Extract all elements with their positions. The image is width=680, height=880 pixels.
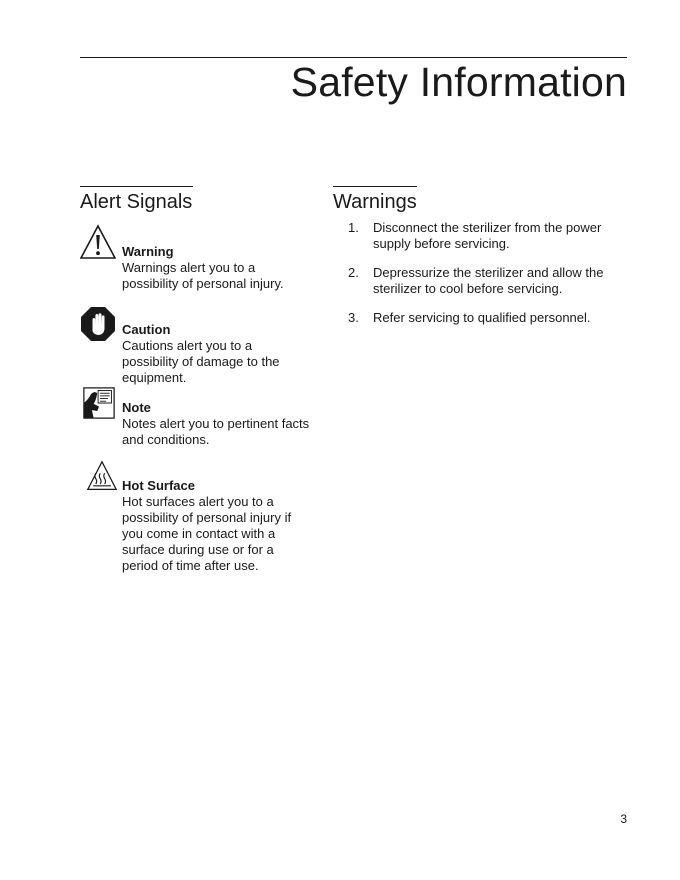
warning-triangle-icon <box>80 224 116 260</box>
caution-hand-icon <box>80 306 116 342</box>
alert-title: Caution <box>122 322 171 337</box>
warning-number: 1. <box>348 220 359 235</box>
section-rule <box>80 186 193 187</box>
warning-item <box>333 265 623 297</box>
warning-number: 3. <box>348 310 359 325</box>
page-title: Safety Information <box>290 59 627 105</box>
page-number: 3 <box>620 812 627 826</box>
alert-signals-heading: Alert Signals <box>80 191 193 213</box>
alert-signals-section <box>80 186 193 214</box>
warning-text: Depressurize the sterilizer and allow the sterilizer to cool before servicing. <box>373 265 604 296</box>
alert-description: Warnings alert you to a possibility of personal injury. <box>122 260 284 291</box>
alert-title: Warning <box>122 244 174 259</box>
warning-item <box>333 310 623 326</box>
warnings-heading: Warnings <box>333 191 417 213</box>
alert-description: Cautions alert you to a possibility of damage to the equipment. <box>122 338 280 385</box>
warnings-section <box>333 186 623 339</box>
warning-text: Disconnect the sterilizer from the power supply before servicing. <box>373 220 602 251</box>
alert-title: Note <box>122 400 151 415</box>
warning-text: Refer servicing to qualified personnel. <box>373 310 591 325</box>
alert-title: Hot Surface <box>122 478 195 493</box>
section-rule <box>333 186 417 187</box>
note-icon <box>83 386 115 420</box>
warning-item <box>333 220 623 252</box>
hot-surface-icon <box>86 460 118 492</box>
alert-description: Notes alert you to pertinent facts and conditions. <box>122 416 310 447</box>
warning-number: 2. <box>348 265 359 280</box>
alert-description: Hot surfaces alert you to a possibility of personal injury if you come in contact with a surface during use or for a period of time after use. <box>122 494 292 573</box>
warnings-list <box>333 220 623 326</box>
